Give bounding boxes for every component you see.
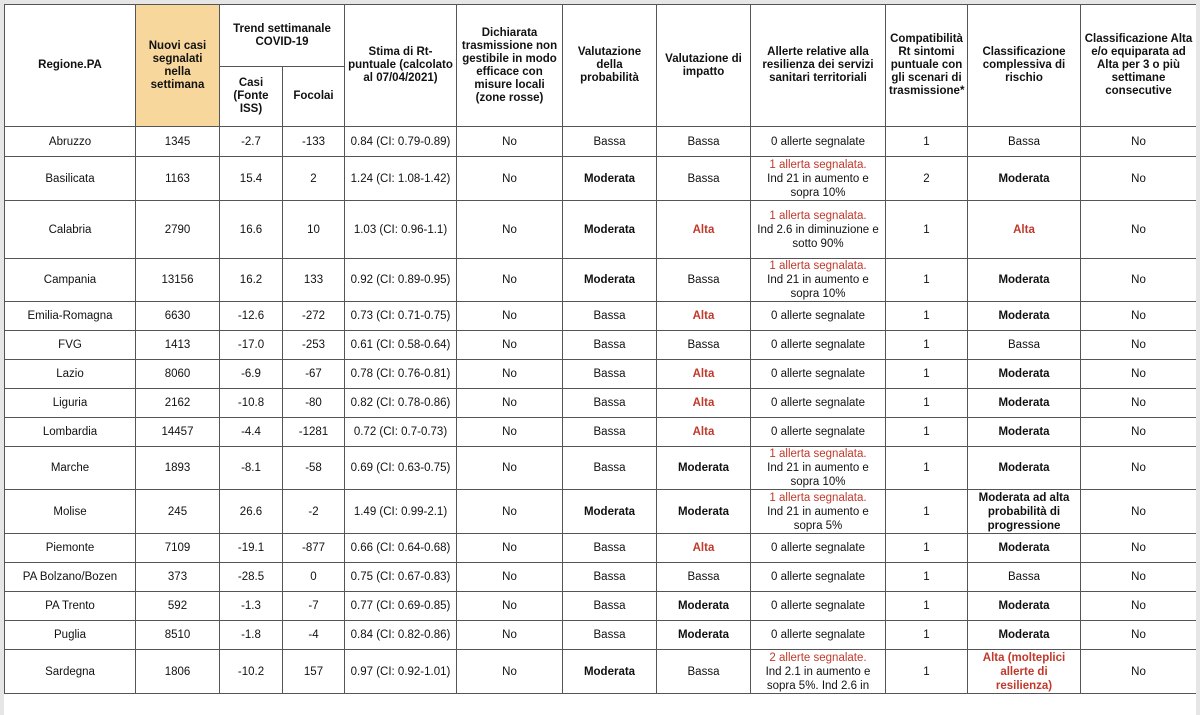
cell-region: Piemonte bbox=[5, 534, 136, 563]
table-row bbox=[5, 621, 1197, 650]
table-row bbox=[5, 563, 1197, 592]
cell-alta-3-settimane: No bbox=[1081, 563, 1197, 592]
cell-classificazione: Moderata bbox=[968, 418, 1081, 447]
cell-casi: 16.6 bbox=[220, 201, 283, 259]
header-compatibilita: Compatibilità Rt sintomi puntuale con gli scenari di trasmissione* bbox=[886, 5, 968, 127]
cell-compatibilita: 1 bbox=[886, 592, 968, 621]
cell-impatto: Bassa bbox=[657, 563, 751, 592]
cell-classificazione: Moderata ad alta probabilità di progressione bbox=[968, 490, 1081, 534]
table-row bbox=[5, 360, 1197, 389]
risk-classification-table bbox=[4, 4, 1196, 694]
cell-casi: 16.2 bbox=[220, 259, 283, 302]
allerta-detail: Ind 2.6 in diminuzione e sotto 90% bbox=[757, 223, 879, 250]
cell-trasmissione: No bbox=[457, 447, 563, 490]
cell-region: Lazio bbox=[5, 360, 136, 389]
table-row bbox=[5, 127, 1197, 157]
cell-compatibilita: 2 bbox=[886, 157, 968, 201]
allerta-detail: 0 allerte segnalate bbox=[771, 135, 865, 148]
report-table-container bbox=[4, 4, 1196, 715]
cell-nuovi-casi: 13156 bbox=[136, 259, 220, 302]
cell-probabilita: Bassa bbox=[563, 331, 657, 360]
cell-classificazione: Moderata bbox=[968, 157, 1081, 201]
cell-rt: 0.84 (CI: 0.79-0.89) bbox=[345, 127, 457, 157]
allerta-detail: 0 allerte segnalate bbox=[771, 310, 865, 322]
cell-impatto: Alta bbox=[657, 302, 751, 331]
cell-casi: -8.1 bbox=[220, 447, 283, 490]
cell-trasmissione: No bbox=[457, 418, 563, 447]
header-rt: Stima di Rt-puntuale (calcolato al 07/04/2021) bbox=[345, 5, 457, 127]
header-casi: Casi (Fonte ISS) bbox=[220, 67, 283, 127]
allerta-detail: 0 allerte segnalate bbox=[771, 571, 865, 583]
cell-impatto: Alta bbox=[657, 418, 751, 447]
cell-probabilita: Bassa bbox=[563, 360, 657, 389]
cell-rt: 0.77 (CI: 0.69-0.85) bbox=[345, 592, 457, 621]
cell-nuovi-casi: 1345 bbox=[136, 127, 220, 157]
header-focolai: Focolai bbox=[283, 67, 345, 127]
header-trasmissione: Dichiarata trasmissione non gestibile in modo efficace con misure locali (zone rosse) bbox=[457, 5, 563, 127]
cell-probabilita: Bassa bbox=[563, 447, 657, 490]
table-row bbox=[5, 302, 1197, 331]
cell-rt: 1.24 (CI: 1.08-1.42) bbox=[345, 157, 457, 201]
allerta-count: 2 allerte segnalate. bbox=[769, 651, 867, 664]
allerta-detail: Ind 21 in aumento e sopra 10% bbox=[767, 172, 869, 199]
cell-rt: 0.69 (CI: 0.63-0.75) bbox=[345, 447, 457, 490]
cell-region: Basilicata bbox=[5, 157, 136, 201]
cell-impatto: Bassa bbox=[657, 157, 751, 201]
cell-impatto: Bassa bbox=[657, 650, 751, 694]
cell-compatibilita: 1 bbox=[886, 331, 968, 360]
cell-probabilita: Moderata bbox=[563, 157, 657, 201]
table-row bbox=[5, 490, 1197, 534]
cell-region: Abruzzo bbox=[5, 127, 136, 157]
cell-casi: 26.6 bbox=[220, 490, 283, 534]
cell-casi: 15.4 bbox=[220, 157, 283, 201]
cell-trasmissione: No bbox=[457, 621, 563, 650]
header-classificazione: Classificazione complessiva di rischio bbox=[968, 5, 1081, 127]
cell-rt: 0.61 (CI: 0.58-0.64) bbox=[345, 331, 457, 360]
cell-probabilita: Bassa bbox=[563, 534, 657, 563]
cell-compatibilita: 1 bbox=[886, 389, 968, 418]
allerta-detail: Ind 2.1 in aumento e sopra 5%. Ind 2.6 in bbox=[765, 665, 871, 692]
cell-rt: 0.92 (CI: 0.89-0.95) bbox=[345, 259, 457, 302]
cell-probabilita: Bassa bbox=[563, 418, 657, 447]
allerta-count: 1 allerta segnalata. bbox=[769, 209, 867, 222]
table-row bbox=[5, 592, 1197, 621]
table-row bbox=[5, 389, 1197, 418]
table-row bbox=[5, 418, 1197, 447]
cell-trasmissione: No bbox=[457, 201, 563, 259]
table-row bbox=[5, 650, 1197, 694]
allerta-detail: Ind 21 in aumento e sopra 10% bbox=[767, 274, 869, 300]
cell-casi: -10.8 bbox=[220, 389, 283, 418]
table-row bbox=[5, 534, 1197, 563]
table-header bbox=[5, 5, 1197, 127]
cell-focolai: -58 bbox=[283, 447, 345, 490]
cell-classificazione: Moderata bbox=[968, 534, 1081, 563]
cell-impatto: Moderata bbox=[657, 490, 751, 534]
cell-region: Liguria bbox=[5, 389, 136, 418]
cell-compatibilita: 1 bbox=[886, 201, 968, 259]
cell-rt: 0.75 (CI: 0.67-0.83) bbox=[345, 563, 457, 592]
cell-nuovi-casi: 245 bbox=[136, 490, 220, 534]
cell-region: Sardegna bbox=[5, 650, 136, 694]
cell-rt: 1.03 (CI: 0.96-1.1) bbox=[345, 201, 457, 259]
cell-impatto: Bassa bbox=[657, 127, 751, 157]
allerta-count: 1 allerta segnalata. bbox=[769, 491, 867, 504]
cell-nuovi-casi: 592 bbox=[136, 592, 220, 621]
cell-compatibilita: 1 bbox=[886, 447, 968, 490]
cell-compatibilita: 1 bbox=[886, 302, 968, 331]
cell-alta-3-settimane: No bbox=[1081, 650, 1197, 694]
cell-rt: 0.72 (CI: 0.7-0.73) bbox=[345, 418, 457, 447]
header-alta-3-settimane: Classificazione Alta e/o equiparata ad Alta per 3 o più settimane consecutive bbox=[1081, 5, 1197, 127]
allerta-detail: 0 allerte segnalate bbox=[771, 600, 865, 612]
header-impatto: Valutazione di impatto bbox=[657, 5, 751, 127]
cell-casi: -12.6 bbox=[220, 302, 283, 331]
cell-alta-3-settimane: No bbox=[1081, 490, 1197, 534]
cell-casi: -19.1 bbox=[220, 534, 283, 563]
cell-alta-3-settimane: No bbox=[1081, 592, 1197, 621]
cell-allerte bbox=[751, 331, 886, 360]
cell-nuovi-casi: 1806 bbox=[136, 650, 220, 694]
cell-region: Marche bbox=[5, 447, 136, 490]
cell-classificazione: Moderata bbox=[968, 302, 1081, 331]
table-row bbox=[5, 331, 1197, 360]
cell-nuovi-casi: 7109 bbox=[136, 534, 220, 563]
cell-focolai: -133 bbox=[283, 127, 345, 157]
header-regione: Regione.PA bbox=[5, 5, 136, 127]
cell-alta-3-settimane: No bbox=[1081, 302, 1197, 331]
cell-allerte bbox=[751, 389, 886, 418]
cell-trasmissione: No bbox=[457, 360, 563, 389]
cell-rt: 0.78 (CI: 0.76-0.81) bbox=[345, 360, 457, 389]
cell-impatto: Moderata bbox=[657, 621, 751, 650]
cell-focolai: 133 bbox=[283, 259, 345, 302]
cell-rt: 0.73 (CI: 0.71-0.75) bbox=[345, 302, 457, 331]
cell-impatto: Alta bbox=[657, 201, 751, 259]
cell-impatto: Bassa bbox=[657, 331, 751, 360]
cell-nuovi-casi: 1893 bbox=[136, 447, 220, 490]
cell-casi: -4.4 bbox=[220, 418, 283, 447]
cell-alta-3-settimane: No bbox=[1081, 621, 1197, 650]
cell-focolai: -67 bbox=[283, 360, 345, 389]
cell-allerte bbox=[751, 259, 886, 302]
cell-compatibilita: 1 bbox=[886, 490, 968, 534]
cell-compatibilita: 1 bbox=[886, 621, 968, 650]
cell-classificazione: Alta bbox=[968, 201, 1081, 259]
table-row bbox=[5, 447, 1197, 490]
cell-classificazione: Moderata bbox=[968, 592, 1081, 621]
cell-compatibilita: 1 bbox=[886, 259, 968, 302]
cell-nuovi-casi: 1163 bbox=[136, 157, 220, 201]
cell-impatto: Bassa bbox=[657, 259, 751, 302]
cell-focolai: 10 bbox=[283, 201, 345, 259]
table-body bbox=[5, 127, 1197, 694]
cell-alta-3-settimane: No bbox=[1081, 534, 1197, 563]
cell-nuovi-casi: 2790 bbox=[136, 201, 220, 259]
cell-allerte bbox=[751, 157, 886, 201]
cell-nuovi-casi: 14457 bbox=[136, 418, 220, 447]
cell-allerte bbox=[751, 302, 886, 331]
cell-alta-3-settimane: No bbox=[1081, 447, 1197, 490]
cell-probabilita: Moderata bbox=[563, 490, 657, 534]
cell-nuovi-casi: 8510 bbox=[136, 621, 220, 650]
cell-focolai: 2 bbox=[283, 157, 345, 201]
cell-trasmissione: No bbox=[457, 302, 563, 331]
cell-trasmissione: No bbox=[457, 592, 563, 621]
cell-allerte bbox=[751, 592, 886, 621]
cell-impatto: Moderata bbox=[657, 447, 751, 490]
cell-allerte bbox=[751, 360, 886, 389]
cell-classificazione: Bassa bbox=[968, 331, 1081, 360]
cell-allerte bbox=[751, 621, 886, 650]
cell-region: Puglia bbox=[5, 621, 136, 650]
table-row bbox=[5, 259, 1197, 302]
cell-classificazione: Bassa bbox=[968, 127, 1081, 157]
cell-impatto: Moderata bbox=[657, 592, 751, 621]
allerta-count: 1 allerta segnalata. bbox=[769, 158, 867, 171]
cell-alta-3-settimane: No bbox=[1081, 259, 1197, 302]
cell-alta-3-settimane: No bbox=[1081, 127, 1197, 157]
cell-trasmissione: No bbox=[457, 563, 563, 592]
cell-focolai: -877 bbox=[283, 534, 345, 563]
cell-impatto: Alta bbox=[657, 360, 751, 389]
cell-region: Molise bbox=[5, 490, 136, 534]
cell-casi: -17.0 bbox=[220, 331, 283, 360]
cell-nuovi-casi: 2162 bbox=[136, 389, 220, 418]
cell-impatto: Alta bbox=[657, 389, 751, 418]
cell-compatibilita: 1 bbox=[886, 534, 968, 563]
cell-trasmissione: No bbox=[457, 389, 563, 418]
cell-rt: 1.49 (CI: 0.99-2.1) bbox=[345, 490, 457, 534]
cell-probabilita: Moderata bbox=[563, 650, 657, 694]
cell-compatibilita: 1 bbox=[886, 563, 968, 592]
cell-probabilita: Bassa bbox=[563, 389, 657, 418]
cell-trasmissione: No bbox=[457, 331, 563, 360]
cell-rt: 0.97 (CI: 0.92-1.01) bbox=[345, 650, 457, 694]
cell-focolai: -4 bbox=[283, 621, 345, 650]
cell-classificazione: Alta (molteplici allerte di resilienza) bbox=[968, 650, 1081, 694]
cell-compatibilita: 1 bbox=[886, 127, 968, 157]
cell-casi: -2.7 bbox=[220, 127, 283, 157]
cell-compatibilita: 1 bbox=[886, 418, 968, 447]
cell-trasmissione: No bbox=[457, 157, 563, 201]
cell-region: Campania bbox=[5, 259, 136, 302]
cell-probabilita: Bassa bbox=[563, 302, 657, 331]
cell-region: Lombardia bbox=[5, 418, 136, 447]
cell-alta-3-settimane: No bbox=[1081, 331, 1197, 360]
cell-casi: -10.2 bbox=[220, 650, 283, 694]
cell-allerte bbox=[751, 563, 886, 592]
cell-focolai: -253 bbox=[283, 331, 345, 360]
cell-classificazione: Moderata bbox=[968, 360, 1081, 389]
cell-classificazione: Moderata bbox=[968, 389, 1081, 418]
cell-region: FVG bbox=[5, 331, 136, 360]
cell-allerte bbox=[751, 127, 886, 157]
cell-region: PA Bolzano/Bozen bbox=[5, 563, 136, 592]
cell-alta-3-settimane: No bbox=[1081, 418, 1197, 447]
allerta-count: 1 allerta segnalata. bbox=[769, 260, 867, 272]
allerta-detail: 0 allerte segnalate bbox=[771, 368, 865, 380]
cell-compatibilita: 1 bbox=[886, 360, 968, 389]
cell-focolai: -80 bbox=[283, 389, 345, 418]
cell-probabilita: Moderata bbox=[563, 259, 657, 302]
cell-probabilita: Bassa bbox=[563, 127, 657, 157]
header-probabilita: Valutazione della probabilità bbox=[563, 5, 657, 127]
cell-allerte bbox=[751, 201, 886, 259]
cell-focolai: -2 bbox=[283, 490, 345, 534]
cell-alta-3-settimane: No bbox=[1081, 360, 1197, 389]
cell-nuovi-casi: 1413 bbox=[136, 331, 220, 360]
cell-trasmissione: No bbox=[457, 127, 563, 157]
cell-trasmissione: No bbox=[457, 650, 563, 694]
header-trend: Trend settimanale COVID-19 bbox=[220, 5, 345, 67]
cell-probabilita: Bassa bbox=[563, 621, 657, 650]
cell-rt: 0.84 (CI: 0.82-0.86) bbox=[345, 621, 457, 650]
cell-rt: 0.66 (CI: 0.64-0.68) bbox=[345, 534, 457, 563]
cell-casi: -1.3 bbox=[220, 592, 283, 621]
cell-compatibilita: 1 bbox=[886, 650, 968, 694]
allerta-detail: Ind 21 in aumento e sopra 10% bbox=[767, 462, 869, 488]
allerta-detail: Ind 21 in aumento e sopra 5% bbox=[767, 505, 869, 532]
cell-focolai: 157 bbox=[283, 650, 345, 694]
cell-region: Emilia-Romagna bbox=[5, 302, 136, 331]
cell-trasmissione: No bbox=[457, 534, 563, 563]
header-allerte: Allerte relative alla resilienza dei servizi sanitari territoriali bbox=[751, 5, 886, 127]
cell-probabilita: Bassa bbox=[563, 563, 657, 592]
cell-trasmissione: No bbox=[457, 490, 563, 534]
cell-region: Calabria bbox=[5, 201, 136, 259]
cell-casi: -6.9 bbox=[220, 360, 283, 389]
cell-focolai: -7 bbox=[283, 592, 345, 621]
cell-allerte bbox=[751, 650, 886, 694]
cell-region: PA Trento bbox=[5, 592, 136, 621]
cell-allerte bbox=[751, 447, 886, 490]
cell-probabilita: Bassa bbox=[563, 592, 657, 621]
cell-probabilita: Moderata bbox=[563, 201, 657, 259]
cell-focolai: -272 bbox=[283, 302, 345, 331]
cell-classificazione: Moderata bbox=[968, 259, 1081, 302]
cell-allerte bbox=[751, 418, 886, 447]
cell-classificazione: Bassa bbox=[968, 563, 1081, 592]
allerta-detail: 0 allerte segnalate bbox=[771, 542, 865, 554]
cell-nuovi-casi: 373 bbox=[136, 563, 220, 592]
cell-nuovi-casi: 6630 bbox=[136, 302, 220, 331]
cell-nuovi-casi: 8060 bbox=[136, 360, 220, 389]
allerta-detail: 0 allerte segnalate bbox=[771, 426, 865, 438]
allerta-detail: 0 allerte segnalate bbox=[771, 629, 865, 641]
cell-allerte bbox=[751, 534, 886, 563]
table-row bbox=[5, 157, 1197, 201]
cell-alta-3-settimane: No bbox=[1081, 389, 1197, 418]
cell-alta-3-settimane: No bbox=[1081, 157, 1197, 201]
allerta-detail: 0 allerte segnalate bbox=[771, 397, 865, 409]
cell-alta-3-settimane: No bbox=[1081, 201, 1197, 259]
allerta-detail: 0 allerte segnalate bbox=[771, 339, 865, 351]
cell-focolai: 0 bbox=[283, 563, 345, 592]
header-nuovi-casi: Nuovi casi segnalati nella settimana bbox=[136, 5, 220, 127]
table-row bbox=[5, 201, 1197, 259]
cell-trasmissione: No bbox=[457, 259, 563, 302]
cell-allerte bbox=[751, 490, 886, 534]
cell-impatto: Alta bbox=[657, 534, 751, 563]
allerta-count: 1 allerta segnalata. bbox=[769, 448, 867, 460]
cell-casi: -1.8 bbox=[220, 621, 283, 650]
cell-classificazione: Moderata bbox=[968, 621, 1081, 650]
cell-casi: -28.5 bbox=[220, 563, 283, 592]
cell-rt: 0.82 (CI: 0.78-0.86) bbox=[345, 389, 457, 418]
cell-focolai: -1281 bbox=[283, 418, 345, 447]
cell-classificazione: Moderata bbox=[968, 447, 1081, 490]
